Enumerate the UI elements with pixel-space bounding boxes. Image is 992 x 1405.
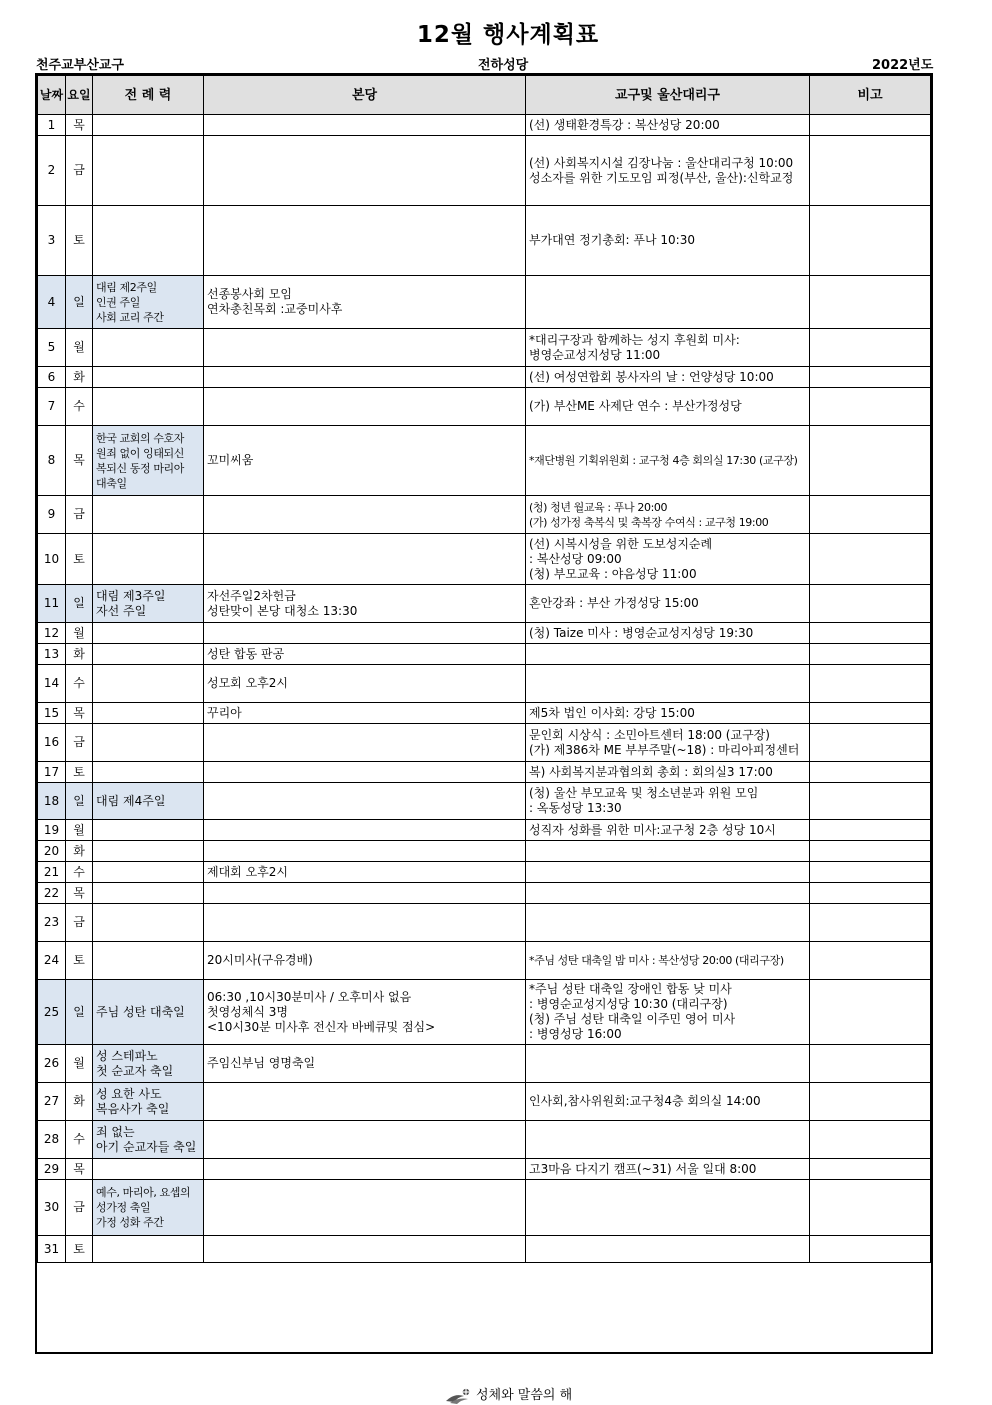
note-cell [810,367,931,388]
table-row [38,1121,931,1159]
parish-cell [204,1236,526,1263]
table-row [38,883,931,904]
column-header-parish: 본당 [204,76,526,115]
footer [0,1384,992,1405]
diocese-cell: (선) 사회복지시설 김장나눔 : 울산대리구청 10:00 성소자를 위한 기도모임 피정(부산, 울산):신학교정 [526,136,810,206]
note-cell [810,1121,931,1159]
table-header-row [38,76,931,115]
liturgy-cell [93,388,204,426]
liturgy-cell: 대림 제4주일 [93,783,204,820]
day-cell: 19 [38,820,66,841]
note-cell [810,783,931,820]
table-row [38,1180,931,1236]
table-row [38,388,931,426]
diocese-cell: 혼안강좌 : 부산 가정성당 15:00 [526,585,810,623]
diocese-name: 천주교부산교구 [36,58,124,73]
parish-cell [204,388,526,426]
note-cell [810,942,931,980]
day-cell: 16 [38,724,66,762]
day-cell: 4 [38,276,66,329]
diocese-cell [526,1180,810,1236]
liturgy-cell: 대림 제3주일 자선 주일 [93,585,204,623]
liturgy-cell: 예수, 마리아, 요셉의 성가정 축일 가정 성화 주간 [93,1180,204,1236]
table-row [38,980,931,1045]
liturgy-cell [93,534,204,585]
table-row [38,534,931,585]
parish-cell [204,623,526,644]
diocese-cell [526,1121,810,1159]
table-row [38,329,931,367]
day-cell: 25 [38,980,66,1045]
liturgy-cell [93,206,204,276]
weekday-cell: 수 [66,388,93,426]
diocese-cell: 인사회,참사위원회:교구청4층 회의실 14:00 [526,1083,810,1121]
day-cell: 20 [38,841,66,862]
parish-cell [204,206,526,276]
parish-cell: 성탄 합동 판공 [204,644,526,665]
diocese-cell: (가) 부산ME 사제단 연수 : 부산가정성당 [526,388,810,426]
table-row [38,206,931,276]
diocese-cell [526,862,810,883]
liturgy-cell [93,862,204,883]
diocese-cell: *주님 성탄 대축일 장애인 합동 낮 미사 : 병영순교성지성당 10:30 (대리구장) (청) 주님 성탄 대축일 이주민 영어 미사 : 병영성당 16:00 [526,980,810,1045]
weekday-cell: 토 [66,762,93,783]
year-label: 2022년도 [872,58,934,73]
day-cell: 14 [38,665,66,703]
parish-cell: 제대회 오후2시 [204,862,526,883]
parish-cell [204,724,526,762]
parish-cell [204,115,526,136]
parish-cell [204,820,526,841]
liturgy-cell: 주님 성탄 대축일 [93,980,204,1045]
note-cell [810,426,931,496]
diocese-cell [526,883,810,904]
eucharist-logo-icon [444,1387,472,1405]
weekday-cell: 화 [66,367,93,388]
diocese-cell: 제5차 법인 이사회: 강당 15:00 [526,703,810,724]
note-cell [810,1180,931,1236]
weekday-cell: 목 [66,115,93,136]
day-cell: 26 [38,1045,66,1083]
parish-cell: 꼬미씨움 [204,426,526,496]
liturgy-cell [93,665,204,703]
table-row [38,276,931,329]
note-cell [810,1236,931,1263]
liturgy-cell [93,703,204,724]
parish-cell: 선종봉사회 모임 연차총친목회 :교중미사후 [204,276,526,329]
day-cell: 22 [38,883,66,904]
weekday-cell: 금 [66,496,93,534]
day-cell: 8 [38,426,66,496]
column-header-note: 비고 [810,76,931,115]
empty-filler-row [38,1263,931,1355]
parish-cell [204,904,526,942]
weekday-cell: 목 [66,426,93,496]
weekday-cell: 토 [66,206,93,276]
diocese-cell [526,1045,810,1083]
column-header-weekday: 요일 [66,76,93,115]
diocese-cell [526,644,810,665]
diocese-cell: (청) 울산 부모교육 및 청소년분과 위원 모임 : 옥동성당 13:30 [526,783,810,820]
note-cell [810,623,931,644]
parish-cell [204,1159,526,1180]
liturgy-cell: 한국 교회의 수호자 원죄 없이 잉태되신 복되신 동정 마리아 대축일 [93,426,204,496]
parish-cell [204,534,526,585]
table-row [38,783,931,820]
weekday-cell: 수 [66,665,93,703]
table-row [38,820,931,841]
diocese-cell [526,1236,810,1263]
diocese-cell: (선) 시복시성을 위한 도보성지순례 : 복산성당 09:00 (청) 부모교육 : 야음성당 11:00 [526,534,810,585]
weekday-cell: 금 [66,904,93,942]
parish-cell [204,1121,526,1159]
weekday-cell: 일 [66,783,93,820]
liturgy-cell [93,1159,204,1180]
table-row [38,904,931,942]
weekday-cell: 화 [66,841,93,862]
table-row [38,426,931,496]
day-cell: 30 [38,1180,66,1236]
diocese-cell: 고3마음 다지기 캠프(~31) 서울 일대 8:00 [526,1159,810,1180]
weekday-cell: 목 [66,1159,93,1180]
liturgy-cell [93,942,204,980]
day-cell: 15 [38,703,66,724]
note-cell [810,1159,931,1180]
liturgy-cell [93,820,204,841]
parish-cell: 06:30 ,10시30분미사 / 오후미사 없음 첫영성체식 3명 <10시30분 미사후 전신자 바베큐및 점심> [204,980,526,1045]
column-header-diocese: 교구및 울산대리구 [526,76,810,115]
note-cell [810,388,931,426]
table-row [38,496,931,534]
diocese-cell: *재단병원 기획위원회 : 교구청 4층 회의실 17:30 (교구장) [526,426,810,496]
note-cell [810,496,931,534]
weekday-cell: 월 [66,820,93,841]
parish-cell: 20시미사(구유경배) [204,942,526,980]
liturgy-cell [93,1236,204,1263]
weekday-cell: 화 [66,1083,93,1121]
parish-cell [204,883,526,904]
note-cell [810,1045,931,1083]
column-header-day: 날짜 [38,76,66,115]
note-cell [810,862,931,883]
note-cell [810,136,931,206]
liturgy-cell: 죄 없는 아기 순교자들 축일 [93,1121,204,1159]
day-cell: 21 [38,862,66,883]
day-cell: 17 [38,762,66,783]
day-cell: 7 [38,388,66,426]
liturgy-cell [93,623,204,644]
table-row [38,115,931,136]
day-cell: 27 [38,1083,66,1121]
table-row [38,762,931,783]
diocese-cell: (선) 생태환경특강 : 복산성당 20:00 [526,115,810,136]
diocese-cell [526,841,810,862]
weekday-cell: 금 [66,1180,93,1236]
weekday-cell: 월 [66,329,93,367]
diocese-cell: 문인회 시상식 : 소민아트센터 18:00 (교구장) (가) 제386차 ME 부부주말(~18) : 마리아피정센터 [526,724,810,762]
note-cell [810,644,931,665]
table-row [38,724,931,762]
weekday-cell: 일 [66,276,93,329]
weekday-cell: 일 [66,585,93,623]
weekday-cell: 토 [66,1236,93,1263]
parish-cell: 성모회 오후2시 [204,665,526,703]
diocese-cell [526,665,810,703]
table-row [38,841,931,862]
weekday-cell: 수 [66,862,93,883]
note-cell [810,841,931,862]
parish-cell [204,1083,526,1121]
parish-cell [204,841,526,862]
table-row [38,136,931,206]
diocese-cell: 성직자 성화를 위한 미사:교구청 2층 성당 10시 [526,820,810,841]
note-cell [810,703,931,724]
table-row [38,1083,931,1121]
liturgy-cell: 성 스테파노 첫 순교자 축일 [93,1045,204,1083]
weekday-cell: 토 [66,534,93,585]
weekday-cell: 월 [66,623,93,644]
table-row [38,1159,931,1180]
note-cell [810,724,931,762]
day-cell: 10 [38,534,66,585]
parish-cell [204,783,526,820]
parish-cell [204,136,526,206]
diocese-cell: (청) 청년 월교육 : 푸나 20:00 (가) 성가정 축복식 및 축복장 수여식 : 교구청 19:00 [526,496,810,534]
parish-cell: 꾸리아 [204,703,526,724]
note-cell [810,329,931,367]
parish-cell [204,367,526,388]
weekday-cell: 목 [66,703,93,724]
parish-cell: 주임신부님 영명축일 [204,1045,526,1083]
note-cell [810,883,931,904]
day-cell: 29 [38,1159,66,1180]
weekday-cell: 일 [66,980,93,1045]
day-cell: 12 [38,623,66,644]
liturgy-cell [93,724,204,762]
diocese-cell: *대리구장과 함께하는 성지 후원회 미사: 병영순교성지성당 11:00 [526,329,810,367]
day-cell: 11 [38,585,66,623]
weekday-cell: 월 [66,1045,93,1083]
note-cell [810,820,931,841]
column-header-liturgy: 전 례 력 [93,76,204,115]
liturgy-cell: 성 요한 사도 복음사가 축일 [93,1083,204,1121]
diocese-cell: *주님 성탄 대축일 밤 미사 : 복산성당 20:00 (대리구장) [526,942,810,980]
day-cell: 18 [38,783,66,820]
liturgy-cell [93,762,204,783]
parish-cell [204,1180,526,1236]
liturgy-cell [93,329,204,367]
weekday-cell: 목 [66,883,93,904]
note-cell [810,904,931,942]
table-row [38,862,931,883]
table-row [38,703,931,724]
note-cell [810,585,931,623]
day-cell: 5 [38,329,66,367]
day-cell: 28 [38,1121,66,1159]
table-row [38,1236,931,1263]
table-row [38,367,931,388]
table-row [38,585,931,623]
note-cell [810,534,931,585]
day-cell: 31 [38,1236,66,1263]
footer-slogan: 성체와 말씀의 해 [475,1388,573,1403]
liturgy-cell: 대림 제2주일 인권 주일 사회 교리 주간 [93,276,204,329]
liturgy-cell [93,136,204,206]
day-cell: 13 [38,644,66,665]
event-calendar-table [37,75,931,1354]
liturgy-cell [93,496,204,534]
weekday-cell: 수 [66,1121,93,1159]
weekday-cell: 토 [66,942,93,980]
note-cell [810,276,931,329]
schedule-frame [35,73,933,1354]
parish-cell: 자선주일2차헌금 성탄맞이 본당 대청소 13:30 [204,585,526,623]
liturgy-cell [93,115,204,136]
parish-cell [204,496,526,534]
table-row [38,1045,931,1083]
day-cell: 9 [38,496,66,534]
day-cell: 23 [38,904,66,942]
diocese-cell: (선) 여성연합회 봉사자의 날 : 언양성당 10:00 [526,367,810,388]
liturgy-cell [93,883,204,904]
weekday-cell: 금 [66,724,93,762]
day-cell: 3 [38,206,66,276]
note-cell [810,665,931,703]
day-cell: 24 [38,942,66,980]
liturgy-cell [93,644,204,665]
liturgy-cell [93,841,204,862]
diocese-cell: 부가대연 정기총회: 푸나 10:30 [526,206,810,276]
table-row [38,644,931,665]
note-cell [810,206,931,276]
table-row [38,942,931,980]
parish-cell [204,762,526,783]
liturgy-cell [93,904,204,942]
day-cell: 1 [38,115,66,136]
parish-name: 전하성당 [478,58,529,73]
liturgy-cell [93,367,204,388]
note-cell [810,1083,931,1121]
note-cell [810,980,931,1045]
note-cell [810,115,931,136]
day-cell: 6 [38,367,66,388]
weekday-cell: 금 [66,136,93,206]
parish-cell [204,329,526,367]
diocese-cell: (청) Taize 미사 : 병영순교성지성당 19:30 [526,623,810,644]
page-title: 12월 행사계획표 [416,22,600,48]
diocese-cell: 복) 사회복지분과협의회 총회 : 회의실3 17:00 [526,762,810,783]
table-row [38,623,931,644]
table-row [38,665,931,703]
note-cell [810,762,931,783]
day-cell: 2 [38,136,66,206]
diocese-cell [526,276,810,329]
weekday-cell: 화 [66,644,93,665]
diocese-cell [526,904,810,942]
